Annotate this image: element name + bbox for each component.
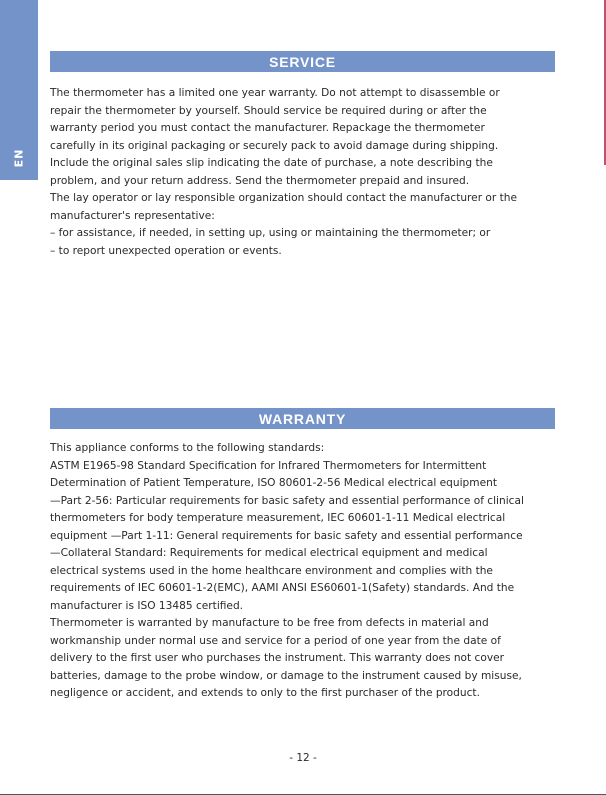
warranty-line: electrical systems used in the home healthcare environment and complies with the: [50, 564, 493, 577]
service-line: manufacturer's representative:: [50, 209, 215, 222]
service-line: carefully in its original packaging or securely pack to avoid damage during shipping.: [50, 139, 499, 152]
service-body: [50, 85, 560, 260]
service-line: warranty period you must contact the manufacturer. Repackage the thermometer: [50, 122, 485, 134]
service-line: – to report unexpected operation or events.: [50, 244, 282, 257]
warranty-line: Determination of Patient Temperature, ISO 80601-2-56 Medical electrical equipment: [50, 477, 497, 489]
warranty-line: manufacturer is ISO 13485 certified.: [50, 599, 244, 612]
warranty-line: —Collateral Standard: Requirements for medical electrical equipment and medical: [50, 547, 488, 559]
language-label: EN: [12, 148, 26, 168]
service-line: problem, and your return address. Send the thermometer prepaid and insured.: [50, 174, 470, 187]
warranty-line: —Part 2-56: Particular requirements for basic safety and essential performance of clinical: [50, 494, 524, 507]
warranty-line: workmanship under normal use and service for a period of one year from the date of: [50, 634, 501, 647]
warranty-line: negligence or accident, and extends to only to the first purchaser of the product.: [50, 687, 480, 699]
warranty-line: equipment —Part 1-11: General requirements for basic safety and essential performance: [50, 529, 523, 542]
page-number: - 12 -: [289, 752, 317, 764]
service-line: – for assistance, if needed, in setting up, using or maintaining the thermometer; or: [50, 227, 491, 239]
service-line: The thermometer has a limited one year warranty. Do not attempt to disassemble or: [50, 87, 500, 99]
warranty-line: delivery to the first user who purchases the instrument. This warranty does not cover: [50, 652, 505, 664]
warranty-body: [50, 440, 560, 703]
warranty-line: batteries, damage to the probe window, or damage to the instrument caused by misuse,: [50, 669, 522, 682]
warranty-title: WARRANTY: [258, 410, 347, 427]
warranty-line: This appliance conforms to the following standards:: [50, 442, 325, 454]
warranty-line: ASTM E1965-98 Standard Specification for Infrared Thermometers for Intermittent: [50, 459, 487, 472]
warranty-line: Thermometer is warranted by manufacture to be free from defects in material and: [50, 617, 489, 629]
service-line: The lay operator or lay responsible organization should contact the manufacturer or the: [50, 192, 518, 204]
warranty-header: [50, 408, 555, 429]
language-side-tab: [0, 0, 38, 180]
service-line: Include the original sales slip indicating the date of purchase, a note describing the: [50, 157, 493, 169]
service-line: repair the thermometer by yourself. Should service be required during or after the: [50, 104, 487, 117]
service-title: SERVICE: [269, 53, 336, 70]
warranty-line: thermometers for body temperature measurement, IEC 60601-1-11 Medical electrical: [50, 512, 506, 524]
warranty-line: requirements of IEC 60601-1-2(EMC), AAMI ANSI ES60601-1(Safety) standards. And the: [50, 582, 515, 594]
service-header: [50, 51, 555, 72]
